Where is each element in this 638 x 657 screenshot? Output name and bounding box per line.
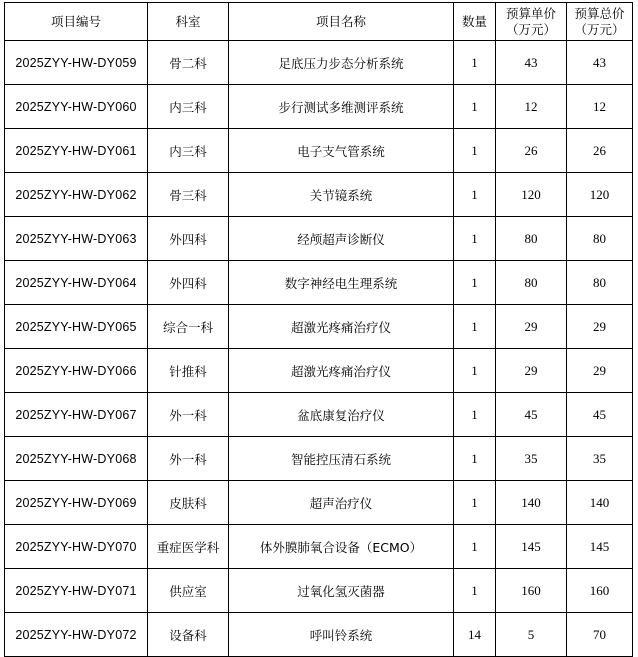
cell-total-price: 160 bbox=[567, 569, 633, 613]
table-row bbox=[5, 569, 633, 613]
header-dept: 科室 bbox=[148, 3, 229, 41]
cell-name: 超激光疼痛治疗仪 bbox=[229, 349, 454, 393]
cell-total-price: 140 bbox=[567, 481, 633, 525]
cell-qty: 1 bbox=[454, 85, 496, 129]
cell-code: 2025ZYY-HW-DY070 bbox=[5, 525, 148, 569]
cell-total-price: 80 bbox=[567, 261, 633, 305]
cell-qty: 1 bbox=[454, 261, 496, 305]
cell-dept: 综合一科 bbox=[148, 305, 229, 349]
cell-unit-price: 160 bbox=[496, 569, 567, 613]
cell-qty: 1 bbox=[454, 129, 496, 173]
cell-name: 过氧化氢灭菌器 bbox=[229, 569, 454, 613]
cell-total-price: 43 bbox=[567, 41, 633, 85]
cell-total-price: 12 bbox=[567, 85, 633, 129]
cell-unit-price: 43 bbox=[496, 41, 567, 85]
cell-qty: 1 bbox=[454, 349, 496, 393]
cell-name: 超声治疗仪 bbox=[229, 481, 454, 525]
header-total-price bbox=[567, 3, 633, 41]
table-row bbox=[5, 217, 633, 261]
cell-code: 2025ZYY-HW-DY069 bbox=[5, 481, 148, 525]
cell-code: 2025ZYY-HW-DY066 bbox=[5, 349, 148, 393]
cell-dept: 骨二科 bbox=[148, 41, 229, 85]
cell-unit-price: 145 bbox=[496, 525, 567, 569]
header-unit-price-line1: 预算单价 bbox=[505, 5, 556, 21]
cell-code: 2025ZYY-HW-DY062 bbox=[5, 173, 148, 217]
cell-qty: 1 bbox=[454, 305, 496, 349]
table-row bbox=[5, 261, 633, 305]
cell-total-price: 80 bbox=[567, 217, 633, 261]
cell-code: 2025ZYY-HW-DY064 bbox=[5, 261, 148, 305]
cell-code: 2025ZYY-HW-DY061 bbox=[5, 129, 148, 173]
cell-dept: 外一科 bbox=[148, 437, 229, 481]
cell-unit-price: 5 bbox=[496, 613, 567, 657]
header-qty: 数量 bbox=[454, 3, 496, 41]
header-total-price-line1: 预算总价 bbox=[574, 5, 625, 21]
cell-qty: 1 bbox=[454, 393, 496, 437]
cell-total-price: 120 bbox=[567, 173, 633, 217]
cell-dept: 重症医学科 bbox=[148, 525, 229, 569]
cell-name: 超激光疼痛治疗仪 bbox=[229, 305, 454, 349]
cell-dept: 外四科 bbox=[148, 261, 229, 305]
cell-name: 体外膜肺氧合设备（ECMO） bbox=[229, 525, 454, 569]
cell-dept: 供应室 bbox=[148, 569, 229, 613]
table-row bbox=[5, 305, 633, 349]
header-row bbox=[5, 3, 633, 41]
header-unit-price bbox=[496, 3, 567, 41]
table-row bbox=[5, 613, 633, 657]
header-total-price-line2: （万元） bbox=[574, 21, 625, 37]
cell-qty: 1 bbox=[454, 481, 496, 525]
table-row bbox=[5, 41, 633, 85]
cell-code: 2025ZYY-HW-DY071 bbox=[5, 569, 148, 613]
table-row bbox=[5, 525, 633, 569]
cell-unit-price: 29 bbox=[496, 305, 567, 349]
cell-unit-price: 45 bbox=[496, 393, 567, 437]
cell-qty: 14 bbox=[454, 613, 496, 657]
cell-code: 2025ZYY-HW-DY060 bbox=[5, 85, 148, 129]
cell-name: 智能控压清石系统 bbox=[229, 437, 454, 481]
cell-code: 2025ZYY-HW-DY067 bbox=[5, 393, 148, 437]
cell-total-price: 35 bbox=[567, 437, 633, 481]
cell-dept: 外一科 bbox=[148, 393, 229, 437]
cell-name: 数字神经电生理系统 bbox=[229, 261, 454, 305]
table-row bbox=[5, 173, 633, 217]
cell-name: 关节镜系统 bbox=[229, 173, 454, 217]
cell-dept: 骨三科 bbox=[148, 173, 229, 217]
table-row bbox=[5, 129, 633, 173]
cell-dept: 针推科 bbox=[148, 349, 229, 393]
cell-dept: 内三科 bbox=[148, 129, 229, 173]
cell-qty: 1 bbox=[454, 569, 496, 613]
table-row bbox=[5, 393, 633, 437]
cell-total-price: 26 bbox=[567, 129, 633, 173]
cell-unit-price: 120 bbox=[496, 173, 567, 217]
cell-total-price: 29 bbox=[567, 305, 633, 349]
header-unit-price-line2: （万元） bbox=[505, 21, 556, 37]
cell-qty: 1 bbox=[454, 217, 496, 261]
cell-total-price: 29 bbox=[567, 349, 633, 393]
table-row bbox=[5, 437, 633, 481]
cell-name: 盆底康复治疗仪 bbox=[229, 393, 454, 437]
header-name: 项目名称 bbox=[229, 3, 454, 41]
header-code: 项目编号 bbox=[5, 3, 148, 41]
cell-code: 2025ZYY-HW-DY063 bbox=[5, 217, 148, 261]
procurement-table bbox=[4, 2, 633, 657]
cell-code: 2025ZYY-HW-DY065 bbox=[5, 305, 148, 349]
cell-dept: 内三科 bbox=[148, 85, 229, 129]
cell-unit-price: 26 bbox=[496, 129, 567, 173]
cell-qty: 1 bbox=[454, 173, 496, 217]
cell-unit-price: 35 bbox=[496, 437, 567, 481]
cell-name: 步行测试多维测评系统 bbox=[229, 85, 454, 129]
cell-total-price: 70 bbox=[567, 613, 633, 657]
cell-unit-price: 140 bbox=[496, 481, 567, 525]
cell-name: 足底压力步态分析系统 bbox=[229, 41, 454, 85]
cell-code: 2025ZYY-HW-DY072 bbox=[5, 613, 148, 657]
cell-total-price: 45 bbox=[567, 393, 633, 437]
cell-unit-price: 80 bbox=[496, 261, 567, 305]
cell-unit-price: 29 bbox=[496, 349, 567, 393]
cell-qty: 1 bbox=[454, 525, 496, 569]
cell-dept: 设备科 bbox=[148, 613, 229, 657]
table-body bbox=[5, 41, 633, 657]
table-row bbox=[5, 349, 633, 393]
cell-name: 经颅超声诊断仪 bbox=[229, 217, 454, 261]
cell-code: 2025ZYY-HW-DY059 bbox=[5, 41, 148, 85]
cell-code: 2025ZYY-HW-DY068 bbox=[5, 437, 148, 481]
cell-unit-price: 80 bbox=[496, 217, 567, 261]
cell-dept: 外四科 bbox=[148, 217, 229, 261]
cell-qty: 1 bbox=[454, 41, 496, 85]
cell-name: 呼叫铃系统 bbox=[229, 613, 454, 657]
cell-name: 电子支气管系统 bbox=[229, 129, 454, 173]
cell-qty: 1 bbox=[454, 437, 496, 481]
cell-dept: 皮肤科 bbox=[148, 481, 229, 525]
table-row bbox=[5, 481, 633, 525]
cell-total-price: 145 bbox=[567, 525, 633, 569]
table-row bbox=[5, 85, 633, 129]
cell-unit-price: 12 bbox=[496, 85, 567, 129]
